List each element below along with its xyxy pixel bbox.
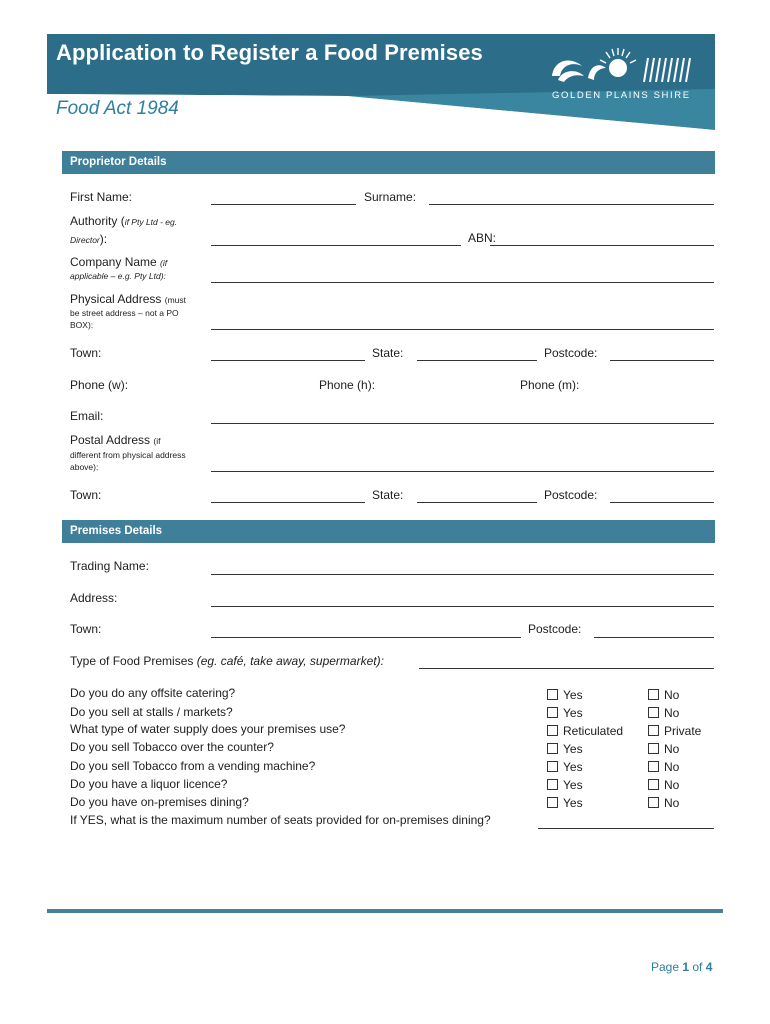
question-water-supply: What type of water supply does your premises use? (70, 722, 346, 736)
question-tobacco-vending: Do you sell Tobacco from a vending machine? (70, 759, 316, 773)
physical-address-label: Physical Address (must (70, 292, 186, 306)
premises-postcode-field[interactable] (594, 637, 714, 638)
water-supply-private-checkbox[interactable]: Private (648, 724, 701, 738)
premises-type-field[interactable] (419, 668, 714, 669)
postal-address-field[interactable] (211, 471, 714, 472)
state-label: State: (372, 346, 404, 360)
surname-label: Surname: (364, 190, 417, 204)
offsite-catering-no-checkbox[interactable]: No (648, 688, 679, 702)
golden-plains-shire-logo-icon (548, 46, 693, 88)
tobacco-counter-yes-checkbox[interactable]: Yes (547, 742, 583, 756)
on-premises-dining-yes-checkbox[interactable]: Yes (547, 796, 583, 810)
water-supply-reticulated-checkbox[interactable]: Reticulated (547, 724, 623, 738)
liquor-licence-yes-checkbox[interactable]: Yes (547, 778, 583, 792)
email-label: Email: (70, 409, 104, 423)
premises-address-label: Address: (70, 591, 118, 605)
first-name-label: First Name: (70, 190, 133, 204)
question-liquor-licence: Do you have a liquor licence? (70, 777, 228, 791)
abn-field[interactable] (490, 245, 714, 246)
email-field[interactable] (211, 423, 714, 424)
tobacco-vending-yes-checkbox[interactable]: Yes (547, 760, 583, 774)
postal-address-hint-2: above): (70, 462, 99, 472)
stalls-markets-yes-checkbox[interactable]: Yes (547, 706, 583, 720)
on-premises-dining-no-checkbox[interactable]: No (648, 796, 679, 810)
page-title: Application to Register a Food Premises (56, 40, 483, 65)
postal-town-field[interactable] (211, 502, 365, 503)
town-field[interactable] (211, 360, 365, 361)
premises-type-label: Type of Food Premises (eg. café, take away, supermarket): (70, 654, 384, 668)
proprietor-section-header: Proprietor Details (62, 151, 715, 174)
trading-name-field[interactable] (211, 574, 714, 575)
question-max-seats: If YES, what is the maximum number of seats provided for on-premises dining? (70, 813, 491, 827)
company-name-field[interactable] (211, 282, 714, 283)
premises-postcode-label: Postcode: (528, 622, 582, 636)
liquor-licence-no-checkbox[interactable]: No (648, 778, 679, 792)
physical-address-hint: be street address – not a PO (70, 308, 179, 318)
physical-address-hint-2: BOX): (70, 320, 94, 330)
question-tobacco-counter: Do you sell Tobacco over the counter? (70, 740, 274, 754)
postal-town-label: Town: (70, 488, 102, 502)
question-on-premises-dining: Do you have on-premises dining? (70, 795, 249, 809)
logo-text: GOLDEN PLAINS SHIRE (552, 90, 691, 101)
authority-label: Authority (if Pty Ltd - eg. (70, 214, 178, 228)
phone-h-label: Phone (h): (319, 378, 376, 392)
footer-rule (47, 909, 723, 913)
postal-postcode-label: Postcode: (544, 488, 598, 502)
postal-postcode-field[interactable] (610, 502, 714, 503)
postal-state-field[interactable] (417, 502, 537, 503)
question-stalls-markets: Do you sell at stalls / markets? (70, 705, 233, 719)
town-label: Town: (70, 346, 102, 360)
surname-field[interactable] (429, 204, 714, 205)
trading-name-label: Trading Name: (70, 559, 149, 573)
first-name-field[interactable] (211, 204, 356, 205)
premises-address-field[interactable] (211, 606, 714, 607)
physical-address-field[interactable] (211, 329, 714, 330)
question-offsite-catering: Do you do any offsite catering? (70, 686, 236, 700)
phone-w-label: Phone (w): (70, 378, 129, 392)
page-number: Page 1 of 4 (651, 960, 713, 974)
tobacco-counter-no-checkbox[interactable]: No (648, 742, 679, 756)
offsite-catering-yes-checkbox[interactable]: Yes (547, 688, 583, 702)
postcode-label: Postcode: (544, 346, 598, 360)
company-name-hint: applicable – e.g. Pty Ltd): (70, 271, 166, 281)
postal-address-label: Postal Address (if (70, 433, 161, 447)
premises-section-header: Premises Details (62, 520, 715, 543)
postal-state-label: State: (372, 488, 404, 502)
premises-town-label: Town: (70, 622, 102, 636)
postcode-field[interactable] (610, 360, 714, 361)
postal-address-hint: different from physical address (70, 450, 186, 460)
company-name-label: Company Name (if (70, 255, 168, 269)
state-field[interactable] (417, 360, 537, 361)
premises-town-field[interactable] (211, 637, 521, 638)
page-subtitle: Food Act 1984 (56, 98, 179, 119)
phone-m-label: Phone (m): (520, 378, 580, 392)
max-seats-field[interactable] (538, 828, 714, 829)
authority-field[interactable] (211, 245, 461, 246)
abn-label: ABN: (468, 231, 497, 245)
stalls-markets-no-checkbox[interactable]: No (648, 706, 679, 720)
tobacco-vending-no-checkbox[interactable]: No (648, 760, 679, 774)
authority-label-cont: Director): (70, 232, 108, 246)
